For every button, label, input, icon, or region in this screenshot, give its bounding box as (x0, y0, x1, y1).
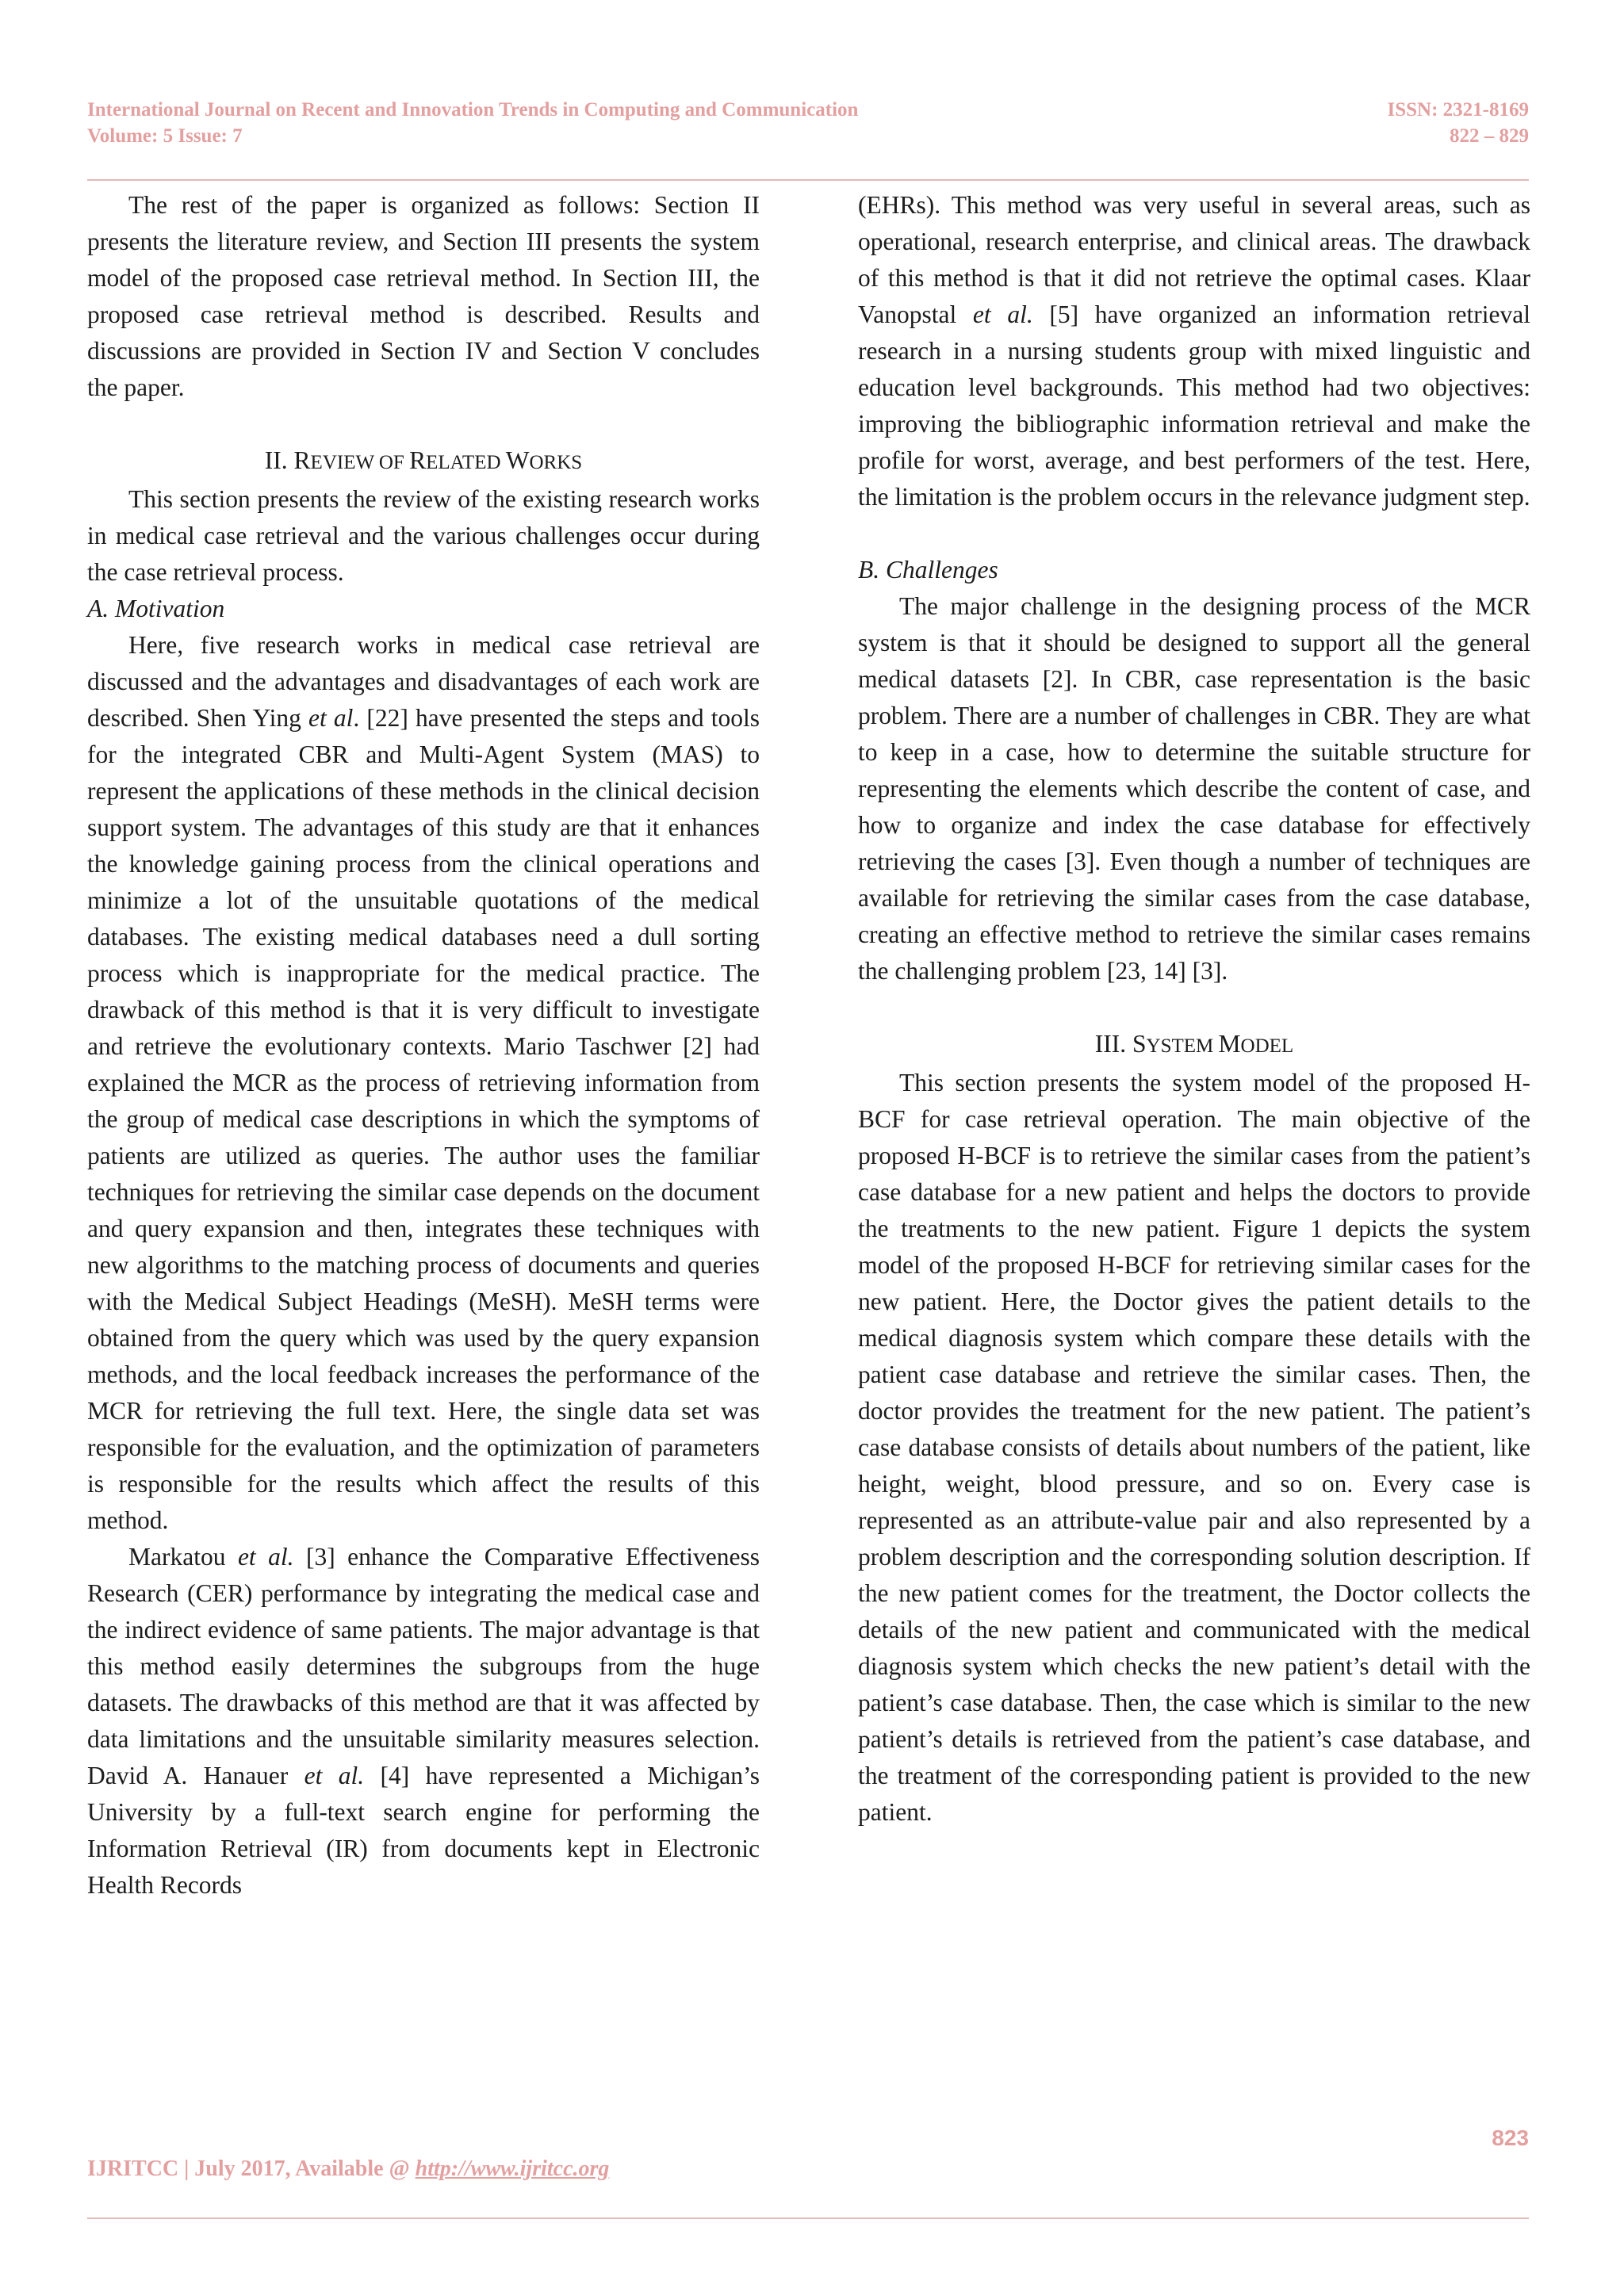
section-heading-system-model: III. SYSTEM MODEL (1094, 1030, 1294, 1058)
challenges-paragraph: The major challenge in the designing process of the MCR system is that it should be designed to support all the general medical datasets [2]. In CBR, case representation is the basic problem. There are a number of challenges in CBR. They are what to keep in a case, how to determine the suitable structure for representing the elements which describe the content of case, and how to organize and index the case database for effectively retrieving the cases [3]. Even though a number of techniques are available for retrieving the similar cases from the case database, creating an effective method to retrieve the similar cases remains the challenging problem [23, 14] [3]. (858, 592, 1530, 985)
subsection-challenges: B. Challenges (858, 556, 998, 584)
journal-title: International Journal on Recent and Innovation Trends in Computing and Communication (87, 99, 859, 121)
system-model-paragraph: This section presents the system model of the proposed H-BCF for case retrieval operation. The main objective of the proposed H-BCF is to retrieve the similar cases from the patient’s case database for a new patient and helps the doctors to provide the treatments to the new patient. Figure 1 depicts the system model of the proposed H-BCF for retrieving similar cases for the new patient. Here, the Doctor gives the patient details to the medical diagnosis system which compare these details with the patient case database and retrieve the similar cases. Then, the doctor provides the treatment for the new patient. The patient’s case database consists of details about numbers of the patient, like height, weight, blood pressure, and so on. Every case is represented as an attribute-value pair and also represented by a problem description and the corresponding solution description. If the new patient comes for the treatment, the Doctor collects the details of the new patient and communicated with the medical diagnosis system which checks the new patient’s detail with the patient’s case database. Then, the case which is similar to the new patient’s details is retrieved from the patient’s case database, and the treatment of the corresponding patient is provided to the new patient. (858, 1069, 1530, 1826)
footer-divider (87, 2218, 1529, 2219)
journal-link[interactable]: http://www.ijritcc.org (415, 2156, 610, 2181)
subsection-motivation: A. Motivation (87, 595, 225, 622)
left-column (87, 187, 760, 1904)
section-heading-related-works: II. REVIEW OF RELATED WORKS (264, 446, 583, 474)
journal-volume: Volume: 5 Issue: 7 (87, 125, 243, 147)
intro-paragraph: The rest of the paper is organized as follows: Section II presents the literature review, and Section III presents the system model of the proposed case retrieval method. In Section III, the proposed case retrieval method is described. Results and discussions are provided in Section IV and Section V concludes the paper. (87, 191, 760, 401)
motivation-paragraph: Here, five research works in medical case retrieval are discussed and the advantages and disadvantages of each work are described. Shen Ying et al. [22] have presented the steps and tools for the integrated CBR and Multi-Agent System (MAS) to represent the applications of these methods in the clinical decision support system. The advantages of this study are that it enhances the knowledge gaining process from the clinical operations and minimize a lot of the unsuitable quotations of the medical databases. The existing medical databases need a dull sorting process which is inappropriate for the medical practice. The drawback of this method is that it is very difficult to investigate and retrieve the evolutionary contexts. Mario Taschwer [2] had explained the MCR as the process of retrieving information from the group of medical case descriptions in which the symptoms of patients are utilized as queries. The author uses the familiar techniques for retrieving the similar case depends on the document and query expansion and then, integrates these techniques with new algorithms to the matching process of documents and queries with the Medical Subject Headings (MeSH). MeSH terms were obtained from the query which was used by the query expansion methods, and the local feedback increases the performance of the MCR for retrieving the full text. Here, the single data set was responsible for the evaluation, and the optimization of parameters is responsible for the results which affect the results of this method. (87, 631, 760, 1534)
journal-header (87, 97, 858, 149)
page-number: 823 (1492, 2126, 1529, 2150)
ehr-paragraph: (EHRs). This method was very useful in several areas, such as operational, research enterprise, and clinical areas. The drawback of this method is that it did not retrieve the optimal cases. Klaar Vanopstal et al. [5] have organized an information retrieval research in a nursing students group with mixed linguistic and education level backgrounds. This method had two objectives: improving the bibliographic information retrieval and make the profile for worst, average, and best performers of the test. Here, the limitation is the problem occurs in the relevance judgment step. (858, 191, 1530, 511)
right-column (858, 187, 1530, 1831)
journal-issn: ISSN: 2321-8169 (1387, 99, 1529, 121)
header-divider (87, 179, 1529, 181)
journal-pages: 822 – 829 (1450, 125, 1529, 147)
markatou-paragraph: Markatou et al. [3] enhance the Comparative Effectiveness Research (CER) performance by integrating the medical case and the indirect evidence of same patients. The major advantage is that this method easily determines the subgroups from the huge datasets. The drawbacks of this method are that it was affected by data limitations and the unsuitable similarity measures selection. David A. Hanauer et al. [4] have represented a Michigan’s University by a full-text search engine for performing the Information Retrieval (IR) from documents kept in Electronic Health Records (87, 1543, 760, 1899)
journal-issn-block (1388, 97, 1530, 149)
review-intro-paragraph: This section presents the review of the existing research works in medical case retrieval and the various challenges occur during the case retrieval process. (87, 485, 760, 586)
footer-text: IJRITCC | July 2017, Available @ http://www.ijritcc.org (87, 2156, 610, 2181)
